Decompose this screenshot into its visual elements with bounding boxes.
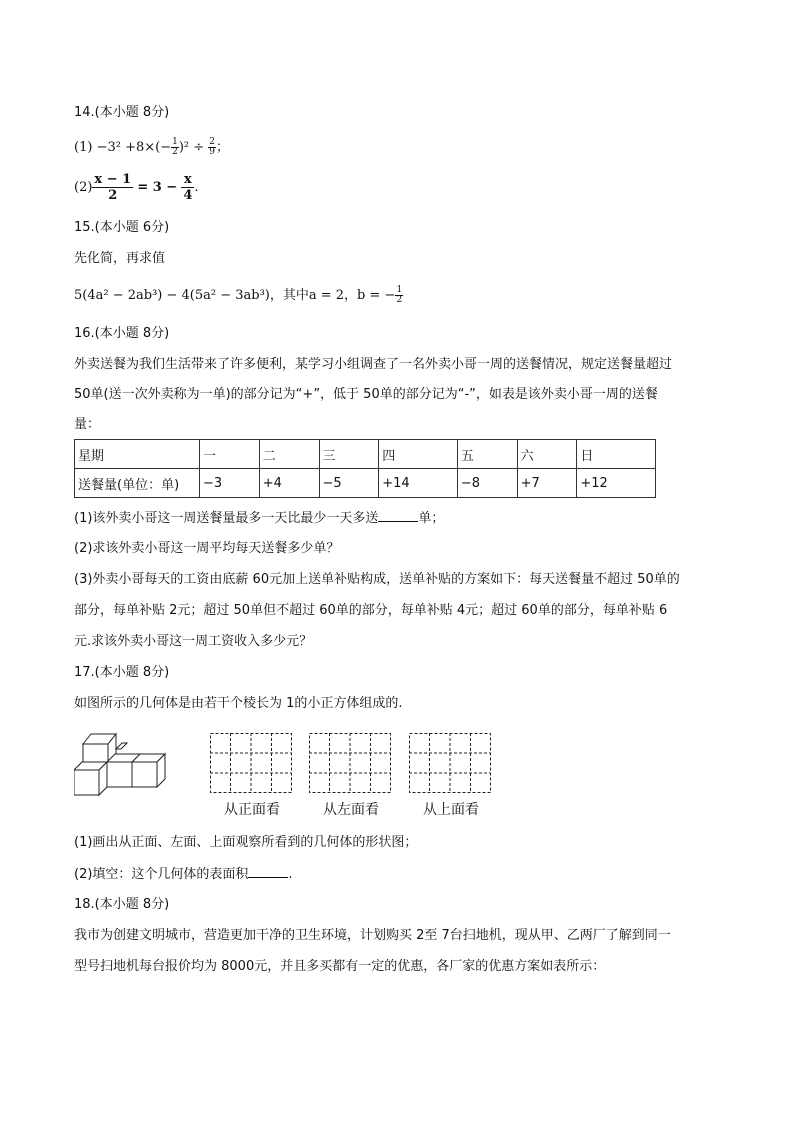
frac-denominator: 4 bbox=[183, 188, 193, 203]
q14-part2-mid: = 3 − bbox=[137, 180, 178, 195]
q14-part2-end: . bbox=[194, 180, 199, 195]
delivery-table bbox=[74, 439, 656, 498]
table-cell: 四 bbox=[379, 440, 458, 469]
frac-denominator: 2 bbox=[172, 147, 178, 157]
q16-text-line1: 外卖送餐为我们生活带来了许多便利，某学习小组调查了一名外卖小哥一周的送餐情况，规定送餐量超过 bbox=[74, 357, 673, 372]
q16-part2: (2)求该外卖小哥这一周平均每天送餐多少单？ bbox=[74, 541, 340, 556]
left-view-label: 从左面看 bbox=[323, 802, 379, 818]
table-cell: 六 bbox=[517, 440, 577, 469]
q14-part1-end: ； bbox=[216, 140, 230, 155]
table-cell: 日 bbox=[577, 440, 656, 469]
q16-part3-line3: 元.求该外卖小哥这一周工资收入多少元？ bbox=[74, 634, 313, 649]
q16-part1-end: 单； bbox=[418, 511, 445, 526]
q15-header: 15.(本小题 6分) bbox=[74, 220, 170, 235]
q15-expression bbox=[74, 286, 403, 305]
q15-line1: 先化简，再求值 bbox=[74, 251, 166, 266]
table-cell: −8 bbox=[457, 469, 517, 498]
top-view-label: 从上面看 bbox=[423, 802, 479, 818]
q14-part2 bbox=[74, 172, 199, 203]
answer-blank[interactable] bbox=[248, 865, 288, 878]
q18-header: 18.(本小题 8分) bbox=[74, 897, 170, 912]
front-view-grid[interactable] bbox=[210, 733, 292, 793]
table-cell: 五 bbox=[457, 440, 517, 469]
q14-part1-frac1 bbox=[171, 138, 179, 157]
q17-part2 bbox=[74, 865, 293, 884]
q16-text-line3: 量： bbox=[74, 417, 101, 432]
table-cell: 二 bbox=[259, 440, 319, 469]
q15-expr: 5(4a² − 2ab³) − 4(5a² − 3ab³)，其中a = 2，b = − bbox=[74, 288, 396, 303]
q14-part1 bbox=[74, 138, 229, 157]
table-cell: −5 bbox=[319, 469, 379, 498]
q17-header: 17.(本小题 8分) bbox=[74, 665, 170, 680]
q17-intro: 如图所示的几何体是由若干个棱长为 1的小正方体组成的. bbox=[74, 696, 403, 711]
q16-part1 bbox=[74, 509, 444, 528]
q18-line1: 我市为创建文明城市，营造更加干净的卫生环境，计划购买 2至 7台扫地机，现从甲、乙两厂了解到同一 bbox=[74, 928, 671, 943]
q16-part3-line2: 部分，每单补贴 2元；超过 50单但不超过 60单的部分，每单补贴 4元；超过 60单的部分，每单补贴 6 bbox=[74, 603, 668, 618]
q18-line2: 型号扫地机每台报价均为 8000元，并且多买都有一定的优惠，各厂家的优惠方案如表所示： bbox=[74, 959, 606, 974]
frac-numerator: 2 bbox=[209, 137, 216, 147]
q17-part2-end: . bbox=[288, 867, 293, 882]
top-view-grid[interactable] bbox=[409, 733, 491, 793]
q14-part1-expr-b: )² ÷ bbox=[178, 140, 205, 155]
q17-part1: (1)画出从正面、左面、上面观察所看到的几何体的形状图； bbox=[74, 835, 418, 850]
frac-numerator: x bbox=[181, 172, 194, 188]
frac-denominator: 9 bbox=[209, 147, 216, 157]
q14-part1-frac2 bbox=[208, 138, 216, 157]
q16-part3-line1: (3)外卖小哥每天的工资由底薪 60元加上送单补贴构成，送单补贴的方案如下：每天送餐量不超过 50单的 bbox=[74, 572, 680, 587]
table-cell: +12 bbox=[577, 469, 656, 498]
frac-numerator: x − 1 bbox=[94, 172, 132, 187]
q16-part1-text: (1)该外卖小哥这一周送餐量最多一天比最少一天多送 bbox=[74, 511, 379, 526]
table-cell: 一 bbox=[200, 440, 260, 469]
q14-part1-expr-a: −3² +8×(− bbox=[96, 140, 172, 155]
table-cell: +14 bbox=[379, 469, 458, 498]
table-cell: 星期 bbox=[75, 440, 200, 469]
q14-part1-label: (1) bbox=[74, 140, 93, 155]
q16-header: 16.(本小题 8分) bbox=[74, 326, 170, 341]
q14-part2-frac1 bbox=[92, 172, 133, 203]
answer-blank[interactable] bbox=[378, 509, 418, 522]
table-cell: −3 bbox=[200, 469, 260, 498]
q17-part2-text: (2)填空：这个几何体的表面积 bbox=[74, 867, 249, 882]
frac-denominator: 2 bbox=[108, 188, 118, 203]
q15-b-frac bbox=[395, 286, 403, 305]
table-row bbox=[75, 440, 656, 469]
q14-part2-frac2 bbox=[181, 172, 194, 203]
front-view-label: 从正面看 bbox=[224, 802, 280, 818]
frac-numerator: 1 bbox=[396, 285, 403, 295]
table-cell: 送餐量(单位：单) bbox=[75, 469, 200, 498]
q14-part2-label: (2) bbox=[74, 180, 93, 195]
frac-denominator: 2 bbox=[396, 295, 403, 305]
q14-header: 14.(本小题 8分) bbox=[74, 105, 170, 120]
table-cell: +7 bbox=[517, 469, 577, 498]
cube-solid-figure bbox=[74, 730, 178, 798]
table-cell: +4 bbox=[259, 469, 319, 498]
table-cell: 三 bbox=[319, 440, 379, 469]
q16-text-line2: 50单(送一次外卖称为一单)的部分记为“+”，低于 50单的部分记为“-”，如表是该外卖小哥一周的送餐 bbox=[74, 387, 658, 402]
left-view-grid[interactable] bbox=[309, 733, 391, 793]
table-row bbox=[75, 469, 656, 498]
frac-numerator: 1 bbox=[172, 137, 178, 147]
